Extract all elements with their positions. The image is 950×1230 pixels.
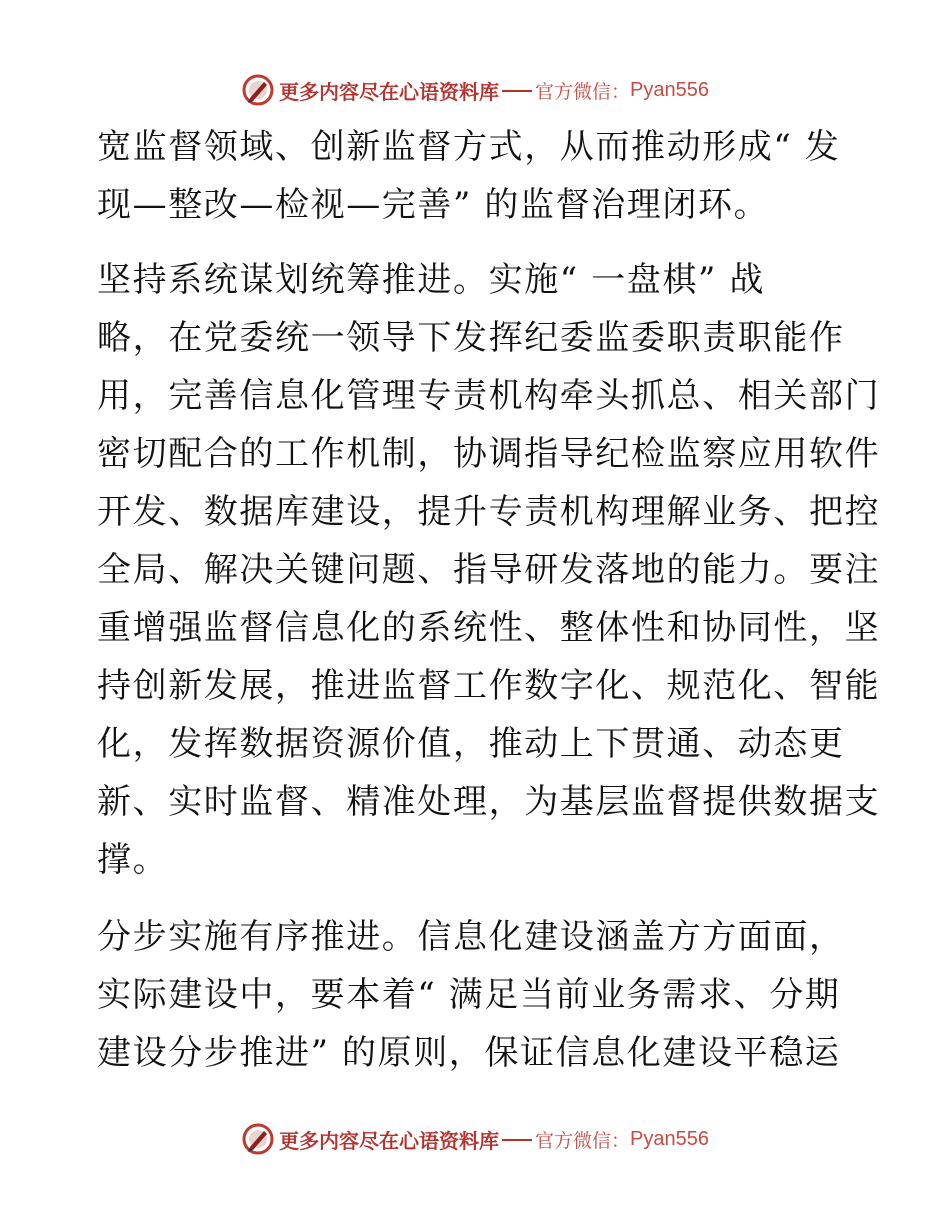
pen-logo-icon bbox=[241, 1122, 275, 1156]
paragraph-3 bbox=[97, 908, 857, 1082]
pen-logo-icon bbox=[241, 73, 275, 107]
text-line: 用，完善信息化管理专责机构牵头抓总、相关部门 bbox=[97, 376, 881, 416]
text-line: 现—整改—检视—完善” 的监督治理闭环。 bbox=[97, 185, 770, 225]
banner-wechat-label: 官方微信： bbox=[535, 80, 631, 103]
banner-dash bbox=[502, 1139, 532, 1141]
paragraph-1 bbox=[97, 118, 857, 234]
banner-dash bbox=[502, 90, 532, 92]
text-line: 撑。 bbox=[97, 840, 169, 880]
paragraph-2 bbox=[97, 251, 881, 889]
text-line: 新、实时监督、精准处理，为基层监督提供数据支 bbox=[97, 782, 881, 822]
text-line: 略，在党委统一领导下发挥纪委监委职责职能作 bbox=[97, 318, 845, 358]
banner-wechat-label: 官方微信： bbox=[535, 1129, 631, 1152]
footer-banner bbox=[0, 1117, 950, 1161]
banner-title: 更多内容尽在心语资料库 bbox=[279, 79, 499, 104]
text-line: 持创新发展，推进监督工作数字化、规范化、智能 bbox=[97, 666, 881, 706]
text-line: 重增强监督信息化的系统性、整体性和协同性，坚 bbox=[97, 608, 881, 648]
header-banner bbox=[0, 68, 950, 112]
text-line: 建设分步推进” 的原则，保证信息化建设平稳运 bbox=[97, 1033, 841, 1073]
text-line: 化，发挥数据资源价值，推动上下贯通、动态更 bbox=[97, 724, 845, 764]
banner-title: 更多内容尽在心语资料库 bbox=[279, 1128, 499, 1153]
banner-wechat-id: Pyan556 bbox=[630, 1127, 709, 1150]
text-line: 坚持系统谋划统筹推进。实施“ 一盘棋” 战 bbox=[97, 260, 765, 300]
text-line: 开发、数据库建设，提升专责机构理解业务、把控 bbox=[97, 492, 881, 532]
text-line: 密切配合的工作机制，协调指导纪检监察应用软件 bbox=[97, 434, 881, 474]
text-line: 实际建设中，要本着“ 满足当前业务需求、分期 bbox=[97, 975, 841, 1015]
text-line: 分步实施有序推进。信息化建设涵盖方方面面， bbox=[97, 917, 845, 957]
banner-wechat-id: Pyan556 bbox=[630, 78, 709, 101]
text-line: 宽监督领域、创新监督方式，从而推动形成“ 发 bbox=[97, 127, 841, 167]
text-line: 全局、解决关键问题、指导研发落地的能力。要注 bbox=[97, 550, 881, 590]
